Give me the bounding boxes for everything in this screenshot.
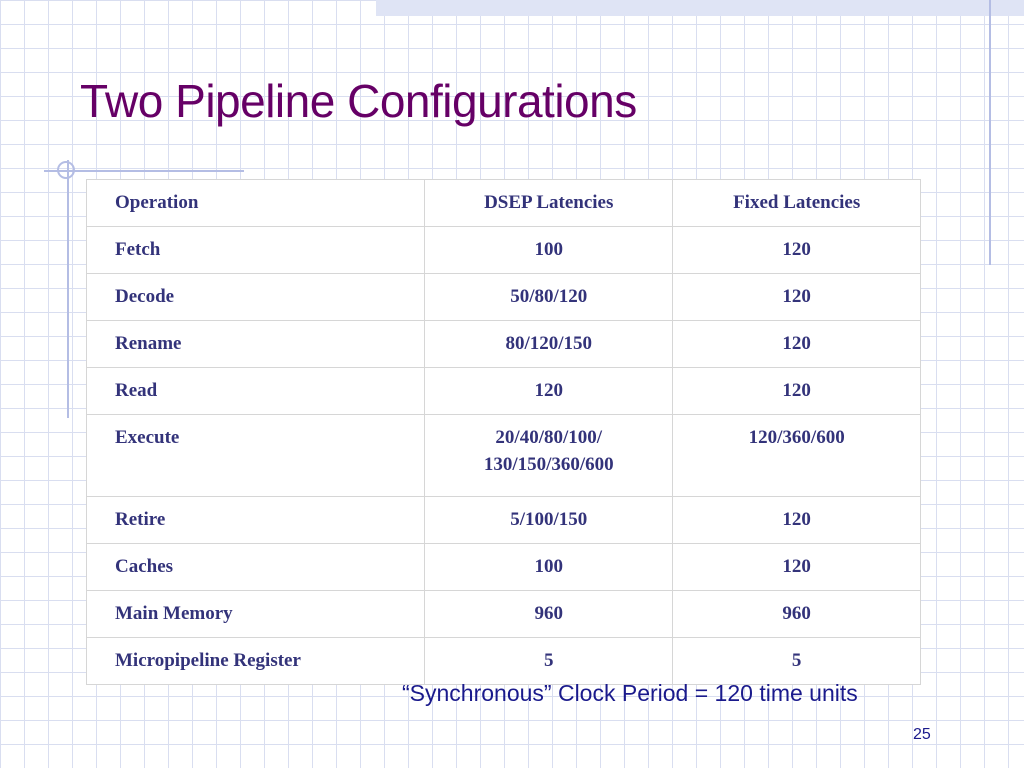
table-row [87,638,921,685]
cell-fixed: 120 [673,321,921,368]
cell-fixed: 120/360/600 [673,415,921,497]
slide-title: Two Pipeline Configurations [80,75,637,127]
page-number: 25 [913,726,931,743]
cell-dsep: 5 [425,638,673,685]
cell-fixed: 120 [673,368,921,415]
cell-fixed: 5 [673,638,921,685]
cell-operation: Rename [87,321,425,368]
cell-dsep: 80/120/150 [425,321,673,368]
right-decor-line [989,0,991,265]
header-operation: Operation [87,180,425,227]
cell-operation: Fetch [87,227,425,274]
cell-operation: Micropipeline Register [87,638,425,685]
cell-dsep [425,415,673,497]
cell-fixed: 960 [673,591,921,638]
header-dsep-latencies: DSEP Latencies [425,180,673,227]
table-row [87,415,921,497]
cell-operation: Main Memory [87,591,425,638]
table-row [87,321,921,368]
cell-dsep-line1: 20/40/80/100/ [495,427,603,448]
cell-operation: Decode [87,274,425,321]
cell-fixed: 120 [673,274,921,321]
cell-dsep: 960 [425,591,673,638]
table-row [87,544,921,591]
clock-period-footnote: “Synchronous” Clock Period = 120 time units [402,680,858,706]
cell-fixed: 120 [673,544,921,591]
table-header-row [87,180,921,227]
table-row [87,591,921,638]
cell-dsep: 100 [425,544,673,591]
cell-operation: Read [87,368,425,415]
table-row [87,497,921,544]
cell-fixed: 120 [673,497,921,544]
cell-dsep: 5/100/150 [425,497,673,544]
table-row [87,227,921,274]
cell-fixed: 120 [673,227,921,274]
cell-dsep-line2: 130/150/360/600 [483,454,614,475]
table-row [87,274,921,321]
cell-operation: Retire [87,497,425,544]
top-decor-bar [376,0,1024,16]
header-fixed-latencies: Fixed Latencies [673,180,921,227]
cell-dsep: 120 [425,368,673,415]
latency-table [86,179,921,685]
cell-dsep: 100 [425,227,673,274]
table-row [87,368,921,415]
cell-dsep: 50/80/120 [425,274,673,321]
cell-operation: Caches [87,544,425,591]
left-decor-line [67,160,69,418]
cell-operation: Execute [87,415,425,497]
decor-ring-icon [57,161,75,179]
